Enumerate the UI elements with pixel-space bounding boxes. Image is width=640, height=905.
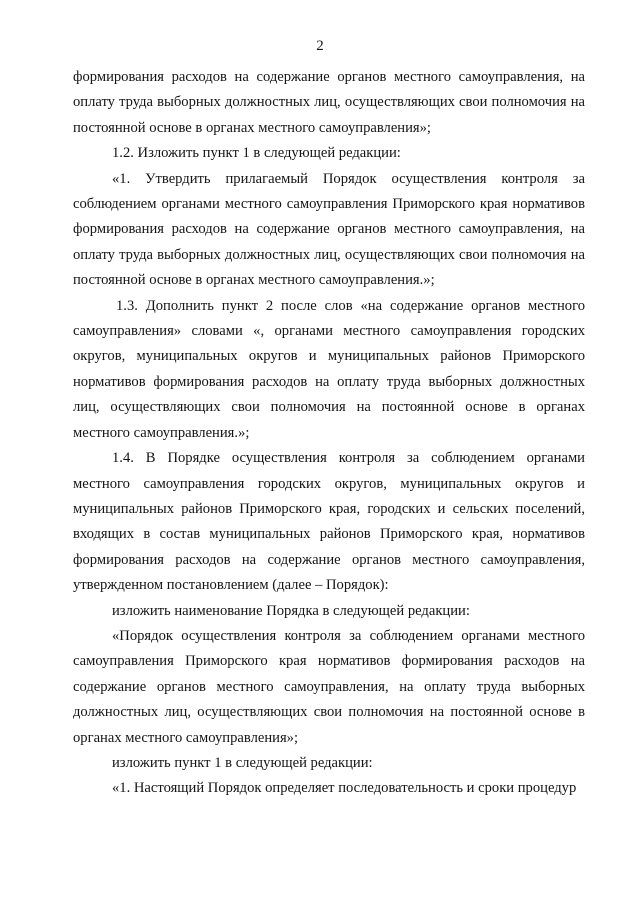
- paragraph-item-1-4: 1.4. В Порядке осуществления контроля за соблюдением органами местного самоуправления городских округов, муниципальных округов и муниципальных районов Приморского края, городских и сельских поселений, входящих в состав муниципальных районов Приморского края, нормативов формирования расходов на содержание органов местного самоуправления, утвержденном постановлением (далее – Порядок):: [73, 450, 585, 594]
- paragraph-quote-order-title: «Порядок осуществления контроля за соблюдением органами местного самоуправления Приморского края нормативов формирования расходов на содержание органов местного самоуправления, на оплату труда выборных должностных лиц, осуществляющих свои полномочия на постоянной основе в органах местного самоуправления»;: [73, 627, 585, 746]
- paragraph-item-1-2: 1.2. Изложить пункт 1 в следующей редакции:: [112, 145, 401, 162]
- paragraph-item-1-3: 1.3. Дополнить пункт 2 после слов «на содержание органов местного самоуправления» словами «, органами местного самоуправления городских округов, муниципальных округов и муниципальных районов Приморского нормативов формирования расходов на оплату труда выборных должностных лиц, осуществляющих свои полномочия на постоянной основе в органах местного самоуправления.»;: [73, 297, 585, 441]
- page-number: 2: [316, 38, 324, 54]
- paragraph-rename-order: изложить наименование Порядка в следующей редакции:: [112, 602, 470, 619]
- document-body: [73, 65, 585, 802]
- paragraph-quote-item-1: «1. Утвердить прилагаемый Порядок осуществления контроля за соблюдением органами местного самоуправления Приморского края нормативов формирования расходов на содержание органов местного самоуправления, на оплату труда выборных должностных лиц, осуществляющих свои полномочия на постоянной основе в органах местного самоуправления.»;: [73, 170, 585, 289]
- paragraph-restate-point-1: изложить пункт 1 в следующей редакции:: [112, 754, 373, 771]
- paragraph-quote-point-1: «1. Настоящий Порядок определяет последовательность и сроки процедур: [112, 780, 577, 797]
- paragraph-continuation: формирования расходов на содержание органов местного самоуправления, на оплату труда выборных должностных лиц, осуществляющих свои полномочия на постоянной основе в органах местного самоуправления»;: [73, 69, 585, 136]
